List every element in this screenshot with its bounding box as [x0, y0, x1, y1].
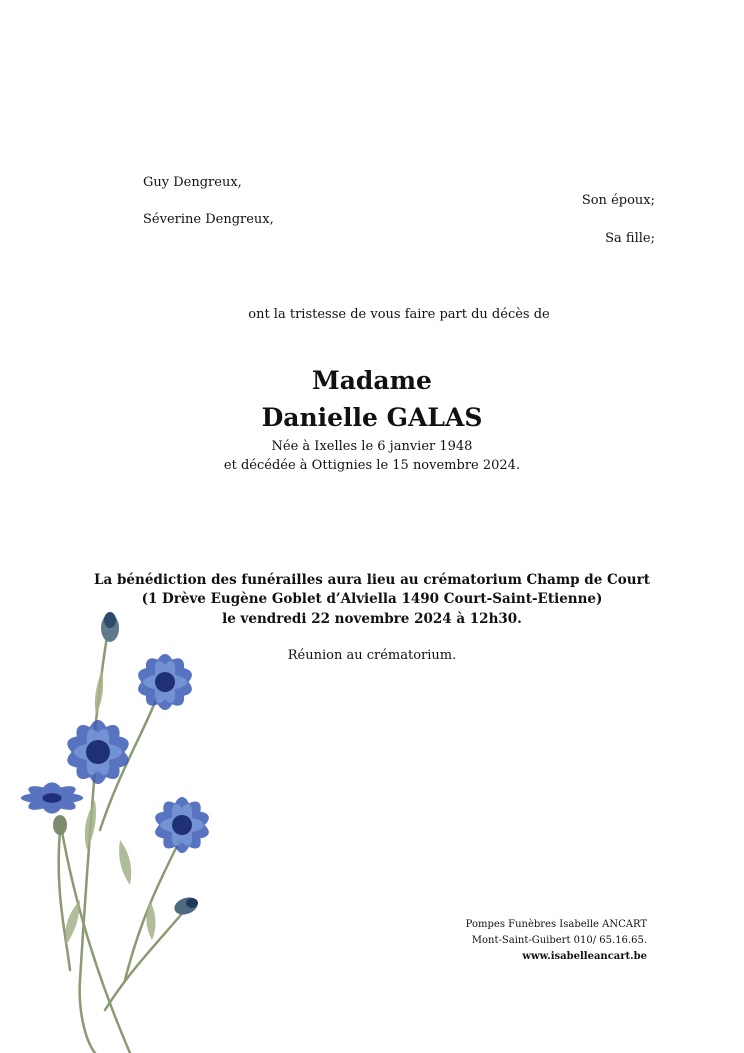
intro-text: ont la tristesse de vous faire part du décès de — [248, 307, 550, 322]
husband-name: Guy Dengreux, — [143, 175, 242, 190]
deceased-name: Danielle GALAS — [261, 403, 483, 432]
cornflower-illustration — [0, 600, 240, 1053]
leaf — [95, 670, 103, 715]
leaf — [119, 840, 131, 885]
ceremony-date: le vendredi 22 novembre 2024 à 12h30. — [222, 611, 522, 627]
salutation: Madame — [312, 366, 432, 395]
flower-bud — [101, 612, 119, 642]
cornflower-bloom — [152, 796, 212, 854]
funeral-home-address: Mont-Saint-Guibert 010/ 65.16.65. — [471, 935, 647, 946]
funeral-home-info — [466, 917, 647, 965]
flower-bud — [53, 815, 67, 835]
funeral-home-name: Pompes Funèbres Isabelle ANCART — [465, 919, 647, 930]
daughter-role: Sa fille; — [605, 231, 655, 246]
leaf — [146, 900, 155, 940]
ceremony-line-1: La bénédiction des funérailles aura lieu au crématorium Champ de Court — [94, 572, 650, 588]
stem — [105, 910, 185, 1010]
daughter-name: Séverine Dengreux, — [143, 212, 274, 227]
cornflower-bloom — [21, 782, 83, 813]
stem — [59, 830, 70, 970]
funeral-home-website[interactable]: www.isabelleancart.be — [522, 951, 647, 962]
husband-role: Son époux; — [581, 193, 655, 208]
reunion-text: Réunion au crématorium. — [287, 648, 457, 663]
cornflower-bloom — [135, 652, 196, 711]
leaf — [65, 900, 80, 945]
death-info: et décédée à Ottignies le 15 novembre 2024. — [223, 458, 521, 473]
flower-bud — [172, 894, 200, 917]
ceremony-address: (1 Drève Eugène Goblet d’Alviella 1490 Court-Saint-Etienne) — [141, 591, 603, 607]
birth-info: Née à Ixelles le 6 janvier 1948 — [271, 439, 473, 454]
